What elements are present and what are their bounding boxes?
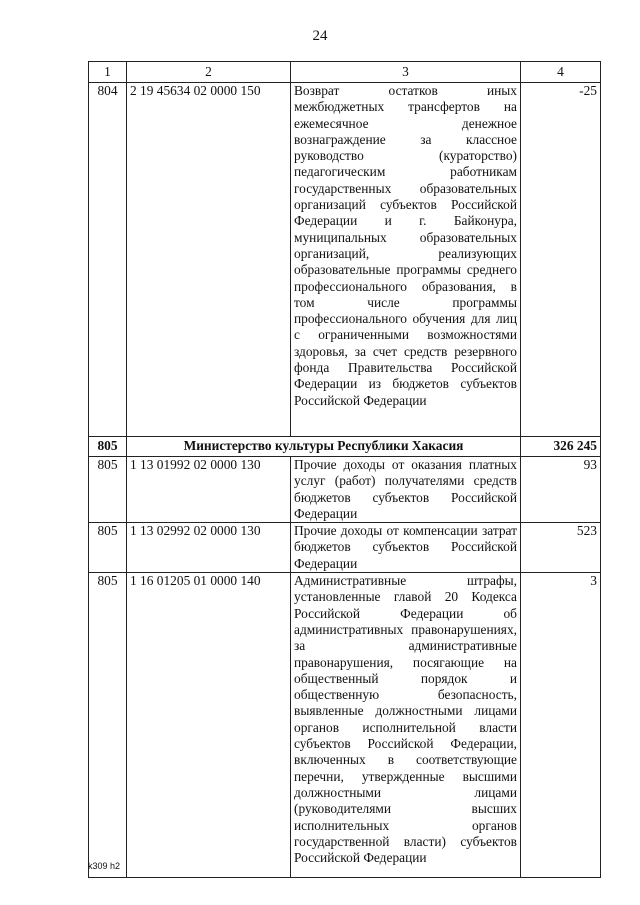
description-cell: Прочие доходы от компенсации затрат бюджетов субъектов Российской Федерации xyxy=(291,523,521,573)
admin-code-cell: 805 xyxy=(89,573,127,878)
ministry-name-cell: Министерство культуры Республики Хакасия xyxy=(127,437,521,457)
budget-code-cell: 2 19 45634 02 0000 150 xyxy=(127,83,291,437)
admin-code-cell: 805 xyxy=(89,457,127,523)
revenue-table xyxy=(88,61,601,878)
budget-code-cell: 1 16 01205 01 0000 140 xyxy=(127,573,291,878)
description-cell: Административные штрафы, установленные главой 20 Кодекса Российской Федерации об административных правонарушениях, за административные правонарушения, посягающие на общественный порядок и общественную безопасность, выявленные должностными лицами органов исполнительной власти субъектов Российской Федерации, включенных в соответствующие перечни, утвержденные высшими должностными лицами (руководителями высших исполнительных органов государственной власти) субъектов Российской Федерации xyxy=(291,573,521,878)
amount-cell: -25 xyxy=(521,83,601,437)
amount-cell: 3 xyxy=(521,573,601,878)
ministry-row xyxy=(89,437,601,457)
header-col-1: 1 xyxy=(89,62,127,83)
table-row xyxy=(89,457,601,523)
table-row xyxy=(89,573,601,878)
description-cell: Возврат остатков иных межбюджетных трансфертов на ежемесячное денежное вознаграждение за классное руководство (кураторство) педагогическим работникам государственных образовательных организаций субъектов Российской Федерации и г. Байконура, муниципальных образовательных организаций, реализующих образовательные программы среднего профессионального образования, в том числе программы профессионального обучения для лиц с ограниченными возможностями здоровья, за счет средств резервного фонда Правительства Российской Федерации из бюджетов субъектов Российской Федерации xyxy=(291,83,521,437)
amount-cell: 523 xyxy=(521,523,601,573)
header-col-4: 4 xyxy=(521,62,601,83)
table-header xyxy=(89,62,601,83)
table-body xyxy=(89,83,601,878)
budget-code-cell: 1 13 01992 02 0000 130 xyxy=(127,457,291,523)
admin-code-cell: 805 xyxy=(89,437,127,457)
admin-code-cell: 805 xyxy=(89,523,127,573)
page-number: 24 xyxy=(312,28,328,44)
header-col-2: 2 xyxy=(127,62,291,83)
table-row xyxy=(89,523,601,573)
amount-cell: 93 xyxy=(521,457,601,523)
table-row xyxy=(89,83,601,437)
admin-code-cell: 804 xyxy=(89,83,127,437)
budget-code-cell: 1 13 02992 02 0000 130 xyxy=(127,523,291,573)
ministry-total-cell: 326 245 xyxy=(521,437,601,457)
header-col-3: 3 xyxy=(291,62,521,83)
description-cell: Прочие доходы от оказания платных услуг (работ) получателями средств бюджетов субъектов Российской Федерации xyxy=(291,457,521,523)
header-row xyxy=(89,62,601,83)
document-code-mark: k309 h2 xyxy=(88,861,121,871)
